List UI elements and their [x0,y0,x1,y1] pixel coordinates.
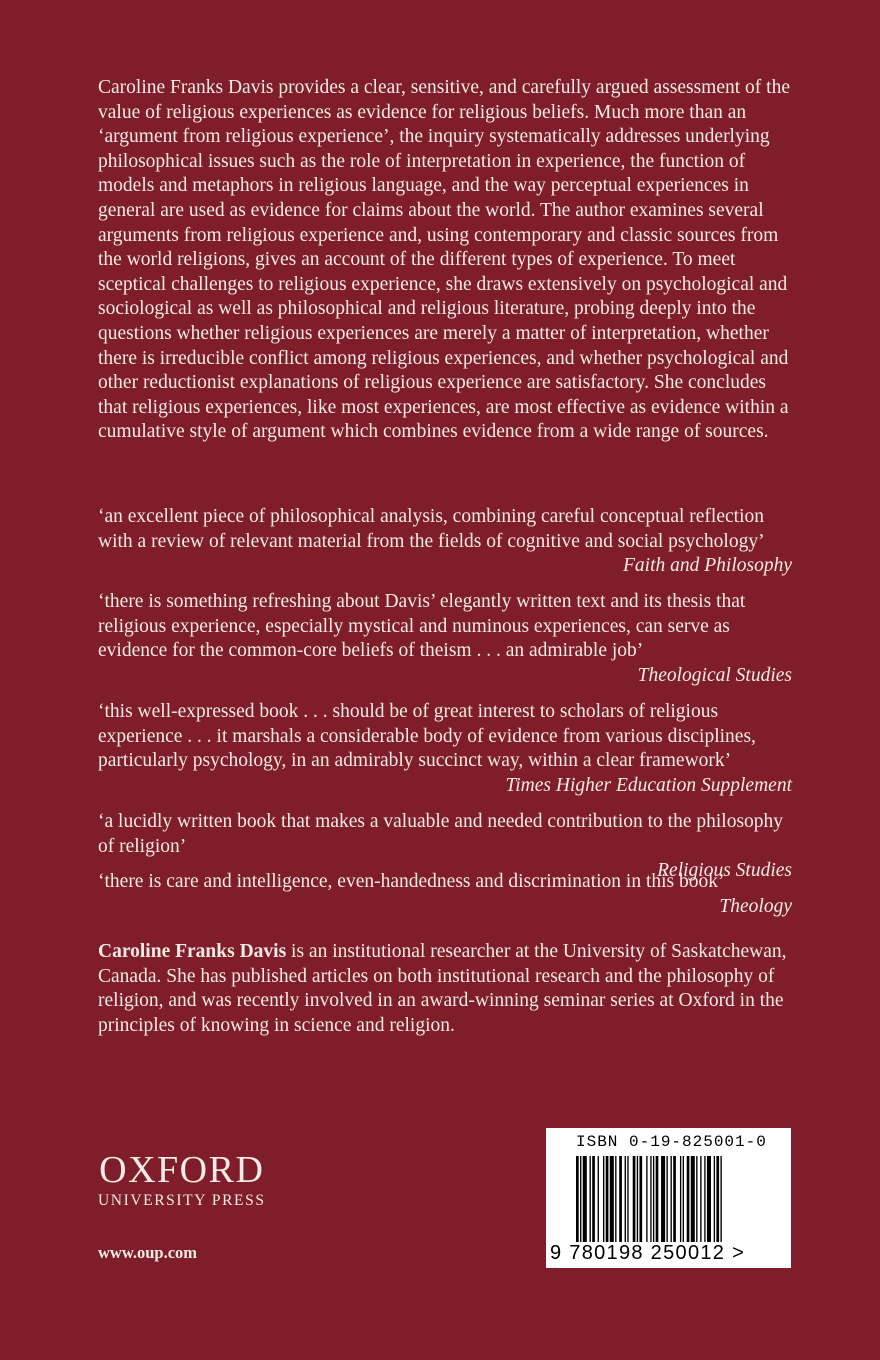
review-text: ‘there is something refreshing about Davis’ elegantly written text and its thesis that religious experience, especially mystical and numinous experiences, can serve as evidence for the common-core beliefs of theism . . . an admirable job’ [98,591,746,662]
review-source: Religious Studies [657,860,792,882]
barcode-bars-icon [576,1156,776,1242]
publisher-logo [98,1150,266,1210]
review-source: Times Higher Education Supplement [505,774,792,796]
review-quote [98,700,792,798]
review-quote [98,870,792,919]
publisher-name: OXFORD [99,1149,265,1191]
book-blurb: Caroline Franks Davis provides a clear, sensitive, and carefully argued assessment of the value of religious experiences as evidence for religious beliefs. Much more than an ‘argument from religious experience’, the inquiry systematically addresses underlying philosophical issues such as the role of interpretation in experience, the function of models and metaphors in religious language, and the way perceptual experiences in general are used as evidence for claims about the world. The author examines several arguments from religious experience and, using contemporary and classic sources from the world religions, gives an account of the different types of experience. To meet sceptical challenges to religious experience, she draws extensively on psychological and sociological as well as philosophical and religious literature, probing deeply into the questions whether religious experiences are merely a matter of interpretation, whether there is irreducible conflict among religious experiences, and whether psychological and other reductionist explanations of religious experience are satisfactory. She concludes that religious experiences, like most experiences, are most effective as evidence within a cumulative style of argument which combines evidence from a wide range of sources. [98,77,790,443]
review-text: ‘there is care and intelligence, even-handedness and discrimination in this book’ [98,871,725,892]
author-name: Caroline Franks Davis [98,941,287,962]
publisher-url: www.oup.com [98,1243,198,1262]
review-quote [98,590,792,688]
review-source: Theology [719,895,792,917]
review-source: Faith and Philosophy [623,555,792,577]
ean-digits: 9 780198 250012 > [550,1242,746,1264]
review-text: ‘an excellent piece of philosophical analysis, combining careful conceptual reflection with a review of relevant material from the fields of cognitive and social psychology’ [98,506,765,552]
author-bio [98,940,792,1038]
review-quote [98,505,792,579]
review-text: ‘this well-expressed book . . . should be of great interest to scholars of religious experience . . . it marshals a considerable body of evidence from various disciplines, particularly psychology, in an admirably succinct way, within a clear framework’ [98,701,756,772]
author-bio-text: is an institutional researcher at the University of Saskatchewan, Canada. She has published articles on both institutional research and the philosophy of religion, and was recently involved in an award-winning seminar series at Oxford in the principles of knowing in science and religion. [98,941,787,1036]
review-source: Theological Studies [637,664,792,686]
publisher-press: UNIVERSITY PRESS [98,1192,266,1209]
review-text: ‘a lucidly written book that makes a valuable and needed contribution to the philosophy of religion’ [98,811,784,857]
isbn-barcode [546,1128,791,1268]
isbn-label: ISBN 0-19-825001-0 [576,1133,767,1151]
